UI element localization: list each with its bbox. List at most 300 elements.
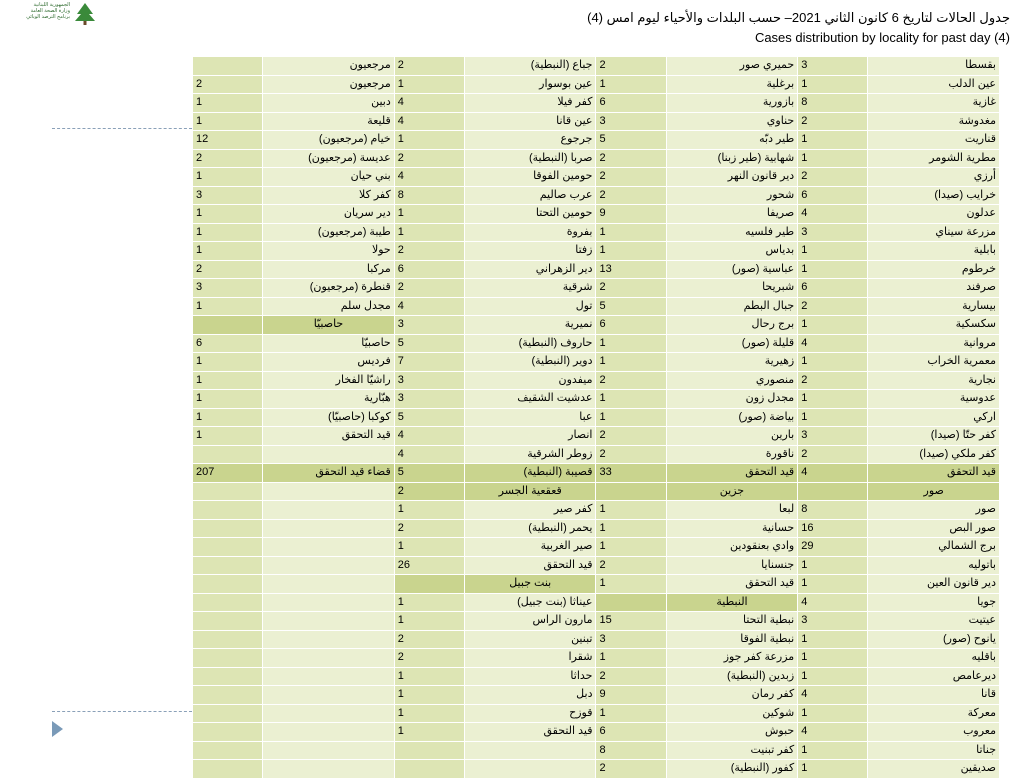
case-count-cell: 1 bbox=[798, 556, 868, 575]
locality-cell: بابلية bbox=[868, 242, 1000, 261]
case-count-cell: 2 bbox=[596, 57, 666, 76]
locality-cell: بفروة bbox=[464, 223, 595, 242]
case-count-cell: 1 bbox=[394, 704, 464, 723]
case-count-cell: 1 bbox=[394, 75, 464, 94]
title-arabic: جدول الحالات لتاريخ 6 كانون الثاني 2021– حسب البلدات والأحياء ليوم امس (4) bbox=[587, 10, 1010, 25]
locality-cell: فرديس bbox=[263, 353, 394, 372]
locality-cell: قيد التحقق bbox=[464, 556, 595, 575]
locality-cell: صير الغربية bbox=[464, 538, 595, 557]
locality-cell: نجارية bbox=[868, 371, 1000, 390]
table-row bbox=[193, 75, 1000, 94]
case-count-cell: 1 bbox=[596, 334, 666, 353]
locality-cell: زبدين (النبطية) bbox=[666, 667, 797, 686]
table-row bbox=[193, 260, 1000, 279]
case-count-cell bbox=[193, 723, 263, 742]
case-count-cell bbox=[193, 667, 263, 686]
locality-cell: شرقية bbox=[464, 279, 595, 298]
case-count-cell: 2 bbox=[394, 149, 464, 168]
case-count-cell: 4 bbox=[394, 168, 464, 187]
locality-cell bbox=[263, 741, 394, 760]
case-count-cell: 2 bbox=[394, 482, 464, 501]
case-count-cell: 2 bbox=[394, 649, 464, 668]
table-row bbox=[193, 649, 1000, 668]
locality-cell: خرطوم bbox=[868, 260, 1000, 279]
case-count-cell: 2 bbox=[394, 242, 464, 261]
locality-cell: قنطرة (مرجعيون) bbox=[263, 279, 394, 298]
case-count-cell: 1 bbox=[193, 94, 263, 113]
locality-cell: معروب bbox=[868, 723, 1000, 742]
locality-cell: مروانية bbox=[868, 334, 1000, 353]
case-count-cell: 3 bbox=[798, 57, 868, 76]
locality-cell: شبريحا bbox=[666, 279, 797, 298]
case-count-cell: 1 bbox=[596, 538, 666, 557]
locality-cell: قضاء قيد التحقق bbox=[263, 464, 394, 483]
case-count-cell: 2 bbox=[596, 371, 666, 390]
locality-cell bbox=[263, 556, 394, 575]
locality-cell bbox=[464, 741, 595, 760]
table-row bbox=[193, 427, 1000, 446]
case-count-cell: 1 bbox=[193, 390, 263, 409]
locality-cell: كفر فيلا bbox=[464, 94, 595, 113]
case-count-cell: 1 bbox=[798, 316, 868, 335]
locality-cell: حاروف (النبطية) bbox=[464, 334, 595, 353]
locality-cell bbox=[263, 575, 394, 594]
locality-cell: جزين bbox=[666, 482, 797, 501]
table-row bbox=[193, 186, 1000, 205]
locality-cell: منصوري bbox=[666, 371, 797, 390]
locality-cell: عدلون bbox=[868, 205, 1000, 224]
locality-cell: كفر رمان bbox=[666, 686, 797, 705]
table-row bbox=[193, 223, 1000, 242]
locality-cell: بني حيان bbox=[263, 168, 394, 187]
locality-cell: مارون الراس bbox=[464, 612, 595, 631]
case-count-cell: 1 bbox=[596, 353, 666, 372]
case-count-cell bbox=[596, 482, 666, 501]
case-count-cell: 6 bbox=[596, 723, 666, 742]
locality-cell: مزرعة سيناي bbox=[868, 223, 1000, 242]
locality-cell bbox=[263, 538, 394, 557]
locality-cell bbox=[263, 612, 394, 631]
case-count-cell: 1 bbox=[394, 223, 464, 242]
locality-cell: عيناثا (بنت جبيل) bbox=[464, 593, 595, 612]
locality-cell: مغدوشة bbox=[868, 112, 1000, 131]
locality-cell bbox=[263, 630, 394, 649]
locality-cell bbox=[263, 519, 394, 538]
locality-cell: مرجعيون bbox=[263, 57, 394, 76]
case-count-cell: 1 bbox=[596, 75, 666, 94]
locality-cell: كفر صير bbox=[464, 501, 595, 520]
case-count-cell: 2 bbox=[394, 279, 464, 298]
case-count-cell: 8 bbox=[596, 741, 666, 760]
case-count-cell: 1 bbox=[394, 686, 464, 705]
locality-cell: معركة bbox=[868, 704, 1000, 723]
locality-cell: خيام (مرجعيون) bbox=[263, 131, 394, 150]
locality-cell: قانا bbox=[868, 686, 1000, 705]
locality-cell: قيد التحقق bbox=[666, 464, 797, 483]
locality-cell: ميفدون bbox=[464, 371, 595, 390]
case-count-cell: 1 bbox=[596, 408, 666, 427]
locality-cell: جنسنايا bbox=[666, 556, 797, 575]
table-row bbox=[193, 297, 1000, 316]
case-count-cell: 4 bbox=[394, 94, 464, 113]
case-count-cell: 1 bbox=[193, 242, 263, 261]
case-count-cell bbox=[394, 741, 464, 760]
locality-cell: بنت جبيل bbox=[464, 575, 595, 594]
locality-cell: حاصبيّا bbox=[263, 316, 394, 335]
locality-cell: جباع (النبطية) bbox=[464, 57, 595, 76]
case-count-cell: 207 bbox=[193, 464, 263, 483]
locality-cell bbox=[263, 593, 394, 612]
case-count-cell: 2 bbox=[798, 297, 868, 316]
case-count-cell: 6 bbox=[596, 94, 666, 113]
case-count-cell: 3 bbox=[798, 612, 868, 631]
cases-table bbox=[192, 56, 1000, 779]
case-count-cell: 5 bbox=[394, 464, 464, 483]
locality-cell: يحمر (النبطية) bbox=[464, 519, 595, 538]
case-count-cell: 2 bbox=[798, 371, 868, 390]
locality-cell bbox=[263, 760, 394, 779]
locality-cell: طير دبّه bbox=[666, 131, 797, 150]
case-count-cell: 1 bbox=[798, 242, 868, 261]
locality-cell: راشيّا الفخار bbox=[263, 371, 394, 390]
locality-cell: حاصبيّا bbox=[263, 334, 394, 353]
case-count-cell: 1 bbox=[596, 242, 666, 261]
table-row bbox=[193, 630, 1000, 649]
table-row bbox=[193, 112, 1000, 131]
locality-cell: جويا bbox=[868, 593, 1000, 612]
case-count-cell: 1 bbox=[394, 723, 464, 742]
case-count-cell: 1 bbox=[798, 260, 868, 279]
table-row bbox=[193, 612, 1000, 631]
table-row bbox=[193, 704, 1000, 723]
case-count-cell: 1 bbox=[596, 575, 666, 594]
locality-cell: كوكبا (حاصبيّا) bbox=[263, 408, 394, 427]
locality-cell: بقسطا bbox=[868, 57, 1000, 76]
locality-cell: النبطية bbox=[666, 593, 797, 612]
locality-cell: جبال البطم bbox=[666, 297, 797, 316]
case-count-cell: 1 bbox=[596, 649, 666, 668]
locality-cell bbox=[464, 760, 595, 779]
locality-cell: لبعا bbox=[666, 501, 797, 520]
case-count-cell: 1 bbox=[394, 205, 464, 224]
case-count-cell: 2 bbox=[596, 168, 666, 187]
table-row bbox=[193, 371, 1000, 390]
locality-cell: وادي بعنقودين bbox=[666, 538, 797, 557]
case-count-cell bbox=[193, 741, 263, 760]
locality-cell: حناوي bbox=[666, 112, 797, 131]
case-count-cell: 4 bbox=[394, 445, 464, 464]
case-count-cell: 4 bbox=[798, 593, 868, 612]
table-row bbox=[193, 57, 1000, 76]
logo-text: الجمهورية اللبنانية وزارة الصحة العامة برنامج الترصد الوبائي bbox=[26, 2, 70, 20]
case-count-cell: 1 bbox=[394, 593, 464, 612]
case-count-cell: 2 bbox=[798, 112, 868, 131]
locality-cell: حومين التحتا bbox=[464, 205, 595, 224]
case-count-cell: 9 bbox=[596, 686, 666, 705]
case-count-cell: 1 bbox=[394, 667, 464, 686]
locality-cell: يانوح (صور) bbox=[868, 630, 1000, 649]
locality-cell: برغلية bbox=[666, 75, 797, 94]
locality-cell: مركبا bbox=[263, 260, 394, 279]
case-count-cell bbox=[193, 445, 263, 464]
locality-cell: زهيرية bbox=[666, 353, 797, 372]
locality-cell: عدوسية bbox=[868, 390, 1000, 409]
case-count-cell bbox=[193, 593, 263, 612]
case-count-cell: 1 bbox=[798, 760, 868, 779]
locality-cell: انصار bbox=[464, 427, 595, 446]
case-count-cell: 1 bbox=[798, 149, 868, 168]
case-count-cell: 1 bbox=[193, 297, 263, 316]
table-row bbox=[193, 575, 1000, 594]
locality-cell bbox=[263, 667, 394, 686]
locality-cell: حداثا bbox=[464, 667, 595, 686]
locality-cell: شقرا bbox=[464, 649, 595, 668]
locality-cell: باقليه bbox=[868, 649, 1000, 668]
table-row bbox=[193, 667, 1000, 686]
case-count-cell: 2 bbox=[394, 57, 464, 76]
ministry-logo bbox=[8, 2, 100, 26]
locality-cell: كفر تبنيت bbox=[666, 741, 797, 760]
locality-cell: قليعة bbox=[263, 112, 394, 131]
locality-cell: حولا bbox=[263, 242, 394, 261]
table-row bbox=[193, 519, 1000, 538]
case-count-cell: 3 bbox=[193, 186, 263, 205]
case-count-cell: 1 bbox=[798, 390, 868, 409]
table-row bbox=[193, 149, 1000, 168]
table-row bbox=[193, 501, 1000, 520]
locality-cell: قيد التحقق bbox=[464, 723, 595, 742]
case-count-cell bbox=[193, 630, 263, 649]
case-count-cell: 1 bbox=[394, 612, 464, 631]
table-row bbox=[193, 205, 1000, 224]
case-count-cell: 1 bbox=[596, 519, 666, 538]
case-count-cell: 1 bbox=[596, 501, 666, 520]
locality-cell: صرفند bbox=[868, 279, 1000, 298]
table-row bbox=[193, 334, 1000, 353]
case-count-cell: 5 bbox=[596, 297, 666, 316]
locality-cell: حميري صور bbox=[666, 57, 797, 76]
case-count-cell: 3 bbox=[394, 390, 464, 409]
table-row bbox=[193, 741, 1000, 760]
locality-cell: عباسية (صور) bbox=[666, 260, 797, 279]
case-count-cell: 1 bbox=[798, 75, 868, 94]
case-count-cell: 1 bbox=[596, 704, 666, 723]
case-count-cell: 5 bbox=[596, 131, 666, 150]
case-count-cell: 3 bbox=[596, 630, 666, 649]
case-count-cell: 4 bbox=[798, 686, 868, 705]
locality-cell: ناقورة bbox=[666, 445, 797, 464]
locality-cell: حبوش bbox=[666, 723, 797, 742]
case-count-cell: 13 bbox=[596, 260, 666, 279]
case-count-cell bbox=[394, 575, 464, 594]
locality-cell: بياضة (صور) bbox=[666, 408, 797, 427]
locality-cell: بدياس bbox=[666, 242, 797, 261]
case-count-cell: 1 bbox=[394, 538, 464, 557]
table-row bbox=[193, 538, 1000, 557]
case-count-cell bbox=[193, 57, 263, 76]
case-count-cell: 2 bbox=[193, 260, 263, 279]
locality-cell: عيتيت bbox=[868, 612, 1000, 631]
locality-cell: عدشيت الشقيف bbox=[464, 390, 595, 409]
locality-cell: دبل bbox=[464, 686, 595, 705]
case-count-cell bbox=[193, 519, 263, 538]
case-count-cell: 1 bbox=[193, 205, 263, 224]
case-count-cell: 1 bbox=[193, 427, 263, 446]
case-count-cell: 8 bbox=[394, 186, 464, 205]
locality-cell: تبنين bbox=[464, 630, 595, 649]
locality-cell: قعقعية الجسر bbox=[464, 482, 595, 501]
locality-cell: صريفا bbox=[666, 205, 797, 224]
case-count-cell: 1 bbox=[798, 649, 868, 668]
locality-cell: قيد التحقق bbox=[666, 575, 797, 594]
case-count-cell: 4 bbox=[394, 112, 464, 131]
case-count-cell: 4 bbox=[798, 334, 868, 353]
slide-guide-line bbox=[52, 711, 192, 712]
case-count-cell: 2 bbox=[596, 760, 666, 779]
case-count-cell: 4 bbox=[798, 723, 868, 742]
locality-cell: عديسة (مرجعيون) bbox=[263, 149, 394, 168]
table-row bbox=[193, 686, 1000, 705]
locality-cell: بازورية bbox=[666, 94, 797, 113]
case-count-cell: 6 bbox=[193, 334, 263, 353]
case-count-cell bbox=[193, 501, 263, 520]
case-count-cell: 2 bbox=[193, 75, 263, 94]
locality-cell: طيبة (مرجعيون) bbox=[263, 223, 394, 242]
locality-cell: جناتا bbox=[868, 741, 1000, 760]
case-count-cell: 3 bbox=[798, 427, 868, 446]
locality-cell bbox=[263, 501, 394, 520]
locality-cell: صور bbox=[868, 501, 1000, 520]
locality-cell: قيد التحقق bbox=[263, 427, 394, 446]
table-row bbox=[193, 94, 1000, 113]
locality-cell: نميرية bbox=[464, 316, 595, 335]
case-count-cell: 2 bbox=[193, 149, 263, 168]
locality-cell: معمرية الخراب bbox=[868, 353, 1000, 372]
case-count-cell: 1 bbox=[798, 741, 868, 760]
case-count-cell bbox=[596, 593, 666, 612]
locality-cell: غازية bbox=[868, 94, 1000, 113]
locality-cell: شوكين bbox=[666, 704, 797, 723]
case-count-cell bbox=[193, 316, 263, 335]
case-count-cell: 1 bbox=[193, 112, 263, 131]
table-row bbox=[193, 353, 1000, 372]
table-row bbox=[193, 390, 1000, 409]
case-count-cell: 6 bbox=[596, 316, 666, 335]
case-count-cell: 1 bbox=[798, 408, 868, 427]
case-count-cell bbox=[193, 649, 263, 668]
case-count-cell: 9 bbox=[596, 205, 666, 224]
case-count-cell: 1 bbox=[798, 630, 868, 649]
locality-cell: قناريت bbox=[868, 131, 1000, 150]
table-row bbox=[193, 445, 1000, 464]
case-count-cell: 2 bbox=[394, 519, 464, 538]
case-count-cell: 26 bbox=[394, 556, 464, 575]
case-count-cell bbox=[193, 760, 263, 779]
locality-cell: نبطية الفوقا bbox=[666, 630, 797, 649]
case-count-cell: 1 bbox=[798, 131, 868, 150]
locality-cell: نبطية التحتا bbox=[666, 612, 797, 631]
locality-cell: دير سريان bbox=[263, 205, 394, 224]
table-row bbox=[193, 593, 1000, 612]
case-count-cell: 1 bbox=[798, 667, 868, 686]
locality-cell: حومين الفوقا bbox=[464, 168, 595, 187]
locality-cell: صور bbox=[868, 482, 1000, 501]
locality-cell: مرجعيون bbox=[263, 75, 394, 94]
locality-cell: عين بوسوار bbox=[464, 75, 595, 94]
case-count-cell bbox=[193, 612, 263, 631]
case-count-cell: 1 bbox=[193, 353, 263, 372]
case-count-cell bbox=[193, 538, 263, 557]
locality-cell: صديقين bbox=[868, 760, 1000, 779]
play-icon[interactable] bbox=[52, 721, 63, 737]
locality-cell: عبا bbox=[464, 408, 595, 427]
locality-cell: برج رحال bbox=[666, 316, 797, 335]
table-row bbox=[193, 316, 1000, 335]
locality-cell: باتوليه bbox=[868, 556, 1000, 575]
case-count-cell: 16 bbox=[798, 519, 868, 538]
locality-cell: خرايب (صيدا) bbox=[868, 186, 1000, 205]
locality-cell: مجدل زون bbox=[666, 390, 797, 409]
case-count-cell: 12 bbox=[193, 131, 263, 150]
locality-cell: مزرعة كفر جوز bbox=[666, 649, 797, 668]
table-row bbox=[193, 723, 1000, 742]
case-count-cell: 1 bbox=[193, 168, 263, 187]
case-count-cell: 4 bbox=[394, 297, 464, 316]
case-count-cell: 2 bbox=[798, 445, 868, 464]
case-count-cell: 7 bbox=[394, 353, 464, 372]
case-count-cell: 1 bbox=[193, 408, 263, 427]
case-count-cell: 2 bbox=[596, 667, 666, 686]
locality-cell: عرب صاليم bbox=[464, 186, 595, 205]
case-count-cell: 1 bbox=[394, 501, 464, 520]
case-count-cell: 2 bbox=[798, 168, 868, 187]
locality-cell bbox=[263, 686, 394, 705]
locality-cell: كفر ملكي (صيدا) bbox=[868, 445, 1000, 464]
locality-cell: أرزي bbox=[868, 168, 1000, 187]
cedar-tree-icon bbox=[72, 2, 98, 26]
case-count-cell: 1 bbox=[596, 390, 666, 409]
locality-cell: صربا (النبطية) bbox=[464, 149, 595, 168]
locality-cell: زفتا bbox=[464, 242, 595, 261]
case-count-cell: 8 bbox=[798, 94, 868, 113]
locality-cell bbox=[263, 649, 394, 668]
case-count-cell bbox=[394, 760, 464, 779]
case-count-cell: 3 bbox=[596, 112, 666, 131]
locality-cell: دير الزهراني bbox=[464, 260, 595, 279]
locality-cell: قليلة (صور) bbox=[666, 334, 797, 353]
case-count-cell bbox=[798, 482, 868, 501]
case-count-cell: 4 bbox=[798, 205, 868, 224]
case-count-cell bbox=[193, 686, 263, 705]
locality-cell: زوطر الشرقية bbox=[464, 445, 595, 464]
locality-cell bbox=[263, 723, 394, 742]
table-row bbox=[193, 408, 1000, 427]
case-count-cell: 5 bbox=[394, 334, 464, 353]
case-count-cell: 3 bbox=[193, 279, 263, 298]
locality-cell bbox=[263, 482, 394, 501]
case-count-cell: 3 bbox=[394, 371, 464, 390]
locality-cell: مطرية الشومر bbox=[868, 149, 1000, 168]
locality-cell: برج الشمالي bbox=[868, 538, 1000, 557]
case-count-cell: 1 bbox=[193, 371, 263, 390]
locality-cell: قصيبة (النبطية) bbox=[464, 464, 595, 483]
locality-cell: دوير (النبطية) bbox=[464, 353, 595, 372]
table-row bbox=[193, 760, 1000, 779]
case-count-cell: 6 bbox=[394, 260, 464, 279]
case-count-cell: 2 bbox=[596, 279, 666, 298]
table-row bbox=[193, 168, 1000, 187]
locality-cell: طير فلسيه bbox=[666, 223, 797, 242]
